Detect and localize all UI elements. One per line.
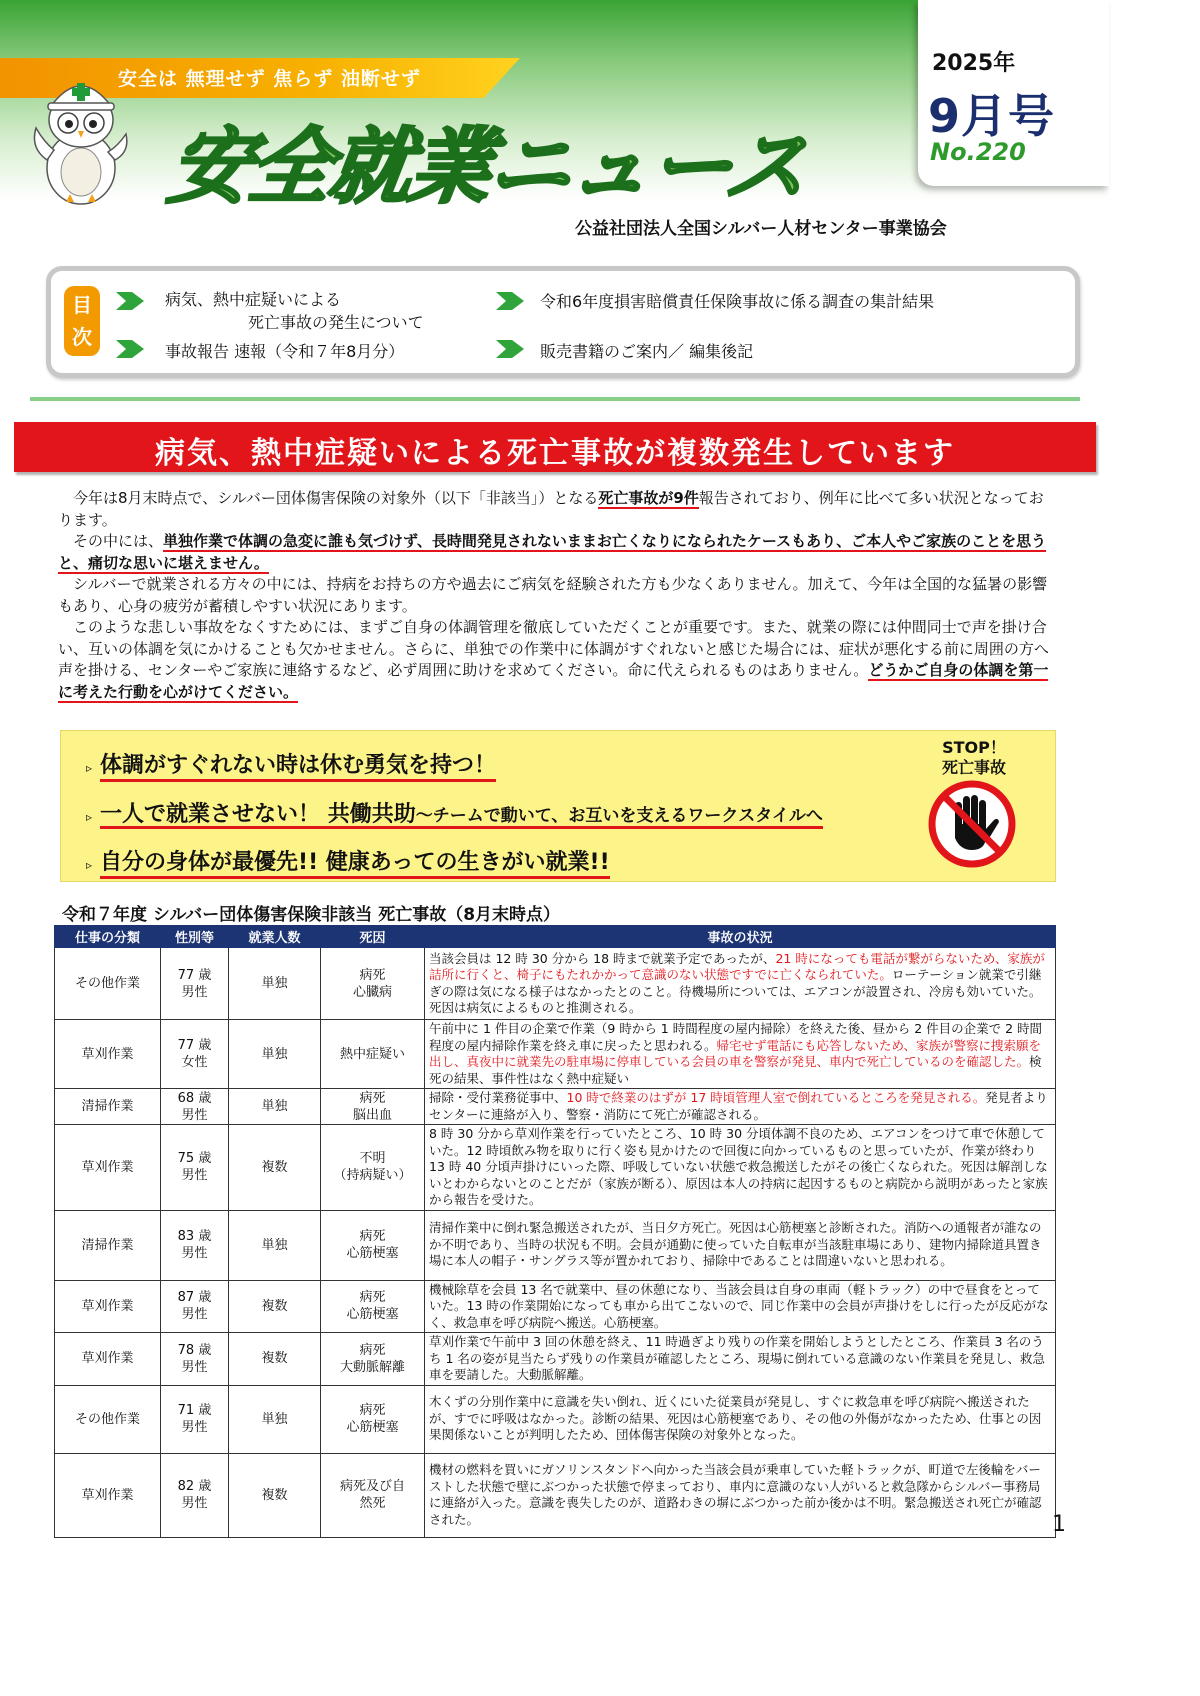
toc-item-1-line1[interactable]: 病気、熱中症疑いによる xyxy=(165,290,342,309)
green-arrow-icon xyxy=(116,292,144,310)
cell-workers: 単独 xyxy=(229,1210,321,1280)
col-header-sex-age: 性別等 xyxy=(161,926,229,948)
table-row xyxy=(55,1333,1056,1386)
cell-workers: 単独 xyxy=(229,1020,321,1089)
table-row xyxy=(55,1385,1056,1453)
cell-situation: 午前中に 1 件目の企業で作業（9 時から 1 時間程度の屋内掃除）を終えた後、昼から 2 件目の企業で 2 時間程度の屋内掃除作業を終え車に戻ったと思われる。帰宅せず電話にも応答しないため、家族が警察に捜索願を出し、真夜中に就業先の駐車場に停車している会員の車を警察が発見、車内で死亡しているのを確認した。検死の結果、事件性はなく熱中症疑い xyxy=(425,1020,1056,1089)
cell-situation: 機材の燃料を買いにガソリンスタンドへ向かった当該会員が乗車していた軽トラックが、町道で左後輪をバーストした状態で壁にぶつかった状態で停まっており、車内に意識のない人がいると救急隊からシルバー事務局に連絡が入った。意識を喪失したのが、道路わきの塀にぶつかった前か後かは不明。緊急搬送され死亡が確認された。 xyxy=(425,1453,1056,1537)
cell-category: その他作業 xyxy=(55,948,161,1020)
table-body xyxy=(55,948,1056,1538)
cell-age-sex: 71 歳 男性 xyxy=(161,1385,229,1453)
fatal-accident-table xyxy=(54,925,1056,1538)
table-header-row xyxy=(55,926,1056,948)
stop-hand-icon xyxy=(928,780,1016,868)
callout-item-2: ▹ 一人で就業させない！ 共働共助～チームで動いて、お互いを支えるワークスタイルへ xyxy=(86,802,823,827)
page-number: 1 xyxy=(1052,1512,1066,1537)
triangle-bullet-icon: ▹ xyxy=(86,760,93,775)
cell-cause: 病死及び自 然死 xyxy=(321,1453,425,1537)
cell-situation: 8 時 30 分から草刈作業を行っていたところ、10 時 30 分頃体調不良のため、エアコンをつけて車で休憩していた。12 時頃飲み物を取りに行く姿も見かけたので回復に向かっているものと思っていたが、作業が終わり 13 時 40 分頃声掛けにいった際、呼吸していない状態で救急搬送したがその後亡くなられた。死因は解剖しないとわからないとのことだが（家族が断る）、原因は本人の持病に起因するものと病院から説明があったと家族から報告を受けた。 xyxy=(425,1125,1056,1211)
green-arrow-icon xyxy=(116,340,144,358)
cell-cause: 不明 （持病疑い） xyxy=(321,1125,425,1211)
cell-workers: 複数 xyxy=(229,1280,321,1333)
table-row xyxy=(55,1210,1056,1280)
col-header-workers: 就業人数 xyxy=(229,926,321,948)
cell-age-sex: 68 歳 男性 xyxy=(161,1089,229,1125)
table-title: 令和７年度 シルバー団体傷害保険非該当 死亡事故（8月末時点） xyxy=(62,905,561,925)
toc-label: 目次 xyxy=(64,286,100,356)
highlight-health-first: どうかご自身の体調を第一に考えた行動を心がけてください。 xyxy=(58,661,1049,701)
cell-workers: 複数 xyxy=(229,1333,321,1386)
triangle-bullet-icon: ▹ xyxy=(86,809,93,824)
paragraph-4: このような悲しい事故をなくすためには、まずご自身の体調管理を徹底していただくことが重要です。また、就業の際には仲間同士で声を掛け合い、互いの体調を気にかけることも欠かせません。さらに、単独での作業中に体調がすぐれないと感じた場合には、症状が悪化する前に周囲の方へ声を掛ける、センターやご家族に連絡するなど、必ず周囲に助けを求めてください。命に代えられるものはありません。どうかご自身の体調を第一に考えた行動を心がけてください。 xyxy=(58,618,1049,701)
cell-workers: 単独 xyxy=(229,948,321,1020)
cell-workers: 複数 xyxy=(229,1125,321,1211)
cell-age-sex: 75 歳 男性 xyxy=(161,1125,229,1211)
toc-item-2[interactable]: 令和6年度損害賠償責任保険事故に係る調査の集計結果 xyxy=(540,292,935,311)
cell-cause: 病死 心筋梗塞 xyxy=(321,1385,425,1453)
table-row xyxy=(55,1453,1056,1537)
table-row xyxy=(55,1280,1056,1333)
headline: 病気、熱中症疑いによる死亡事故が複数発生しています xyxy=(155,436,955,471)
table-row xyxy=(55,1125,1056,1211)
paragraph-3: シルバーで就業される方々の中には、持病をお持ちの方や過去にご病気を経験された方も少なくありません。加えて、今年は全国的な猛暑の影響もあり、心身の疲労が蓄積しやすい状況にあります。 xyxy=(58,575,1048,615)
cell-cause: 病死 心筋梗塞 xyxy=(321,1210,425,1280)
cell-category: 草刈作業 xyxy=(55,1453,161,1537)
cell-cause: 病死 心筋梗塞 xyxy=(321,1280,425,1333)
table-row xyxy=(55,1089,1056,1125)
cell-age-sex: 78 歳 男性 xyxy=(161,1333,229,1386)
owl-mascot-icon xyxy=(26,68,136,208)
newsletter-title: 安全就業ニュース xyxy=(163,120,813,215)
cell-situation: 清掃作業中に倒れ緊急搬送されたが、当日夕方死亡。死因は心筋梗塞と診断された。消防への通報者が誰なのか不明であり、当時の状況も不明。会員が通勤に使っていた自転車が当該駐車場にあり、建物内掃除道具置き場に本人の帽子・サングラス等が置かれており、掃除中であることは間違いないと思われる。 xyxy=(425,1210,1056,1280)
cell-age-sex: 87 歳 男性 xyxy=(161,1280,229,1333)
toc-item-1-line2[interactable]: 死亡事故の発生について xyxy=(248,313,424,332)
col-header-situation: 事故の状況 xyxy=(425,926,1056,948)
issue-number: No.220 xyxy=(930,138,1026,166)
issue-year: 2025年 xyxy=(932,51,1016,76)
cell-cause: 病死 心臓病 xyxy=(321,948,425,1020)
col-header-cause: 死因 xyxy=(321,926,425,948)
callout-item-3: ▹ 自分の身体が最優先!! 健康あっての生きがい就業!! xyxy=(86,845,610,876)
green-arrow-icon xyxy=(496,292,524,310)
stop-label: STOP！ 死亡事故 xyxy=(941,738,1006,777)
cell-situation: 掃除・受付業務従事中、10 時で終業のはずが 17 時頃管理人室で倒れているところを発見される。発見者よりセンターに連絡が入り、警察・消防にて死亡が確認される。 xyxy=(425,1089,1056,1125)
section-divider xyxy=(30,397,1080,401)
highlight-fatal-count: 死亡事故が9件 xyxy=(598,489,699,507)
cell-age-sex: 77 歳 男性 xyxy=(161,948,229,1020)
cell-category: 清掃作業 xyxy=(55,1089,161,1125)
cell-category: 草刈作業 xyxy=(55,1020,161,1089)
highlight-solo-work: 単独作業で体調の急変に誰も気づけず、長時間発見されないままお亡くなりになられたケースもあり、ご本人やご家族のことを思うと、痛切な思いに堪えません。 xyxy=(58,532,1047,572)
cell-category: 草刈作業 xyxy=(55,1125,161,1211)
toc-item-4[interactable]: 販売書籍のご案内／ 編集後記 xyxy=(540,342,754,361)
cell-situation: 当該会員は 12 時 30 分から 18 時まで就業予定であったが、21 時になっても電話が繋がらないため、家族が詰所に行くと、椅子にもたれかかって意識のない状態ですでに亡くなられていた。ローテーション就業で引継ぎの際は気になる様子はなかったとのこと。待機場所については、エアコンが設置され、冷房も効いていた。死因は病気によるものと推測される。 xyxy=(425,948,1056,1020)
cell-category: 草刈作業 xyxy=(55,1280,161,1333)
article-body xyxy=(58,488,1058,703)
triangle-bullet-icon: ▹ xyxy=(86,857,93,872)
cell-category: その他作業 xyxy=(55,1385,161,1453)
table-row xyxy=(55,1020,1056,1089)
cell-situation: 草刈作業で午前中 3 回の休憩を終え、11 時過ぎより残りの作業を開始しようとしたところ、作業員 3 名のうち 1 名の姿が見当たらず残りの作業員が確認したところ、現場に倒れている意識のない作業員を発見し、救急車を要請した。大動脈解離。 xyxy=(425,1333,1056,1386)
table-row xyxy=(55,948,1056,1020)
cell-category: 草刈作業 xyxy=(55,1333,161,1386)
cell-age-sex: 82 歳 男性 xyxy=(161,1453,229,1537)
paragraph-2: その中には、単独作業で体調の急変に誰も気づけず、長時間発見されないままお亡くなりになられたケースもあり、ご本人やご家族のことを思うと、痛切な思いに堪えません。 xyxy=(58,532,1047,572)
col-header-category: 仕事の分類 xyxy=(55,926,161,948)
cell-cause: 病死 大動脈解離 xyxy=(321,1333,425,1386)
cell-situation: 機械除草を会員 13 名で就業中、昼の休憩になり、当該会員は自身の車両（軽トラック）の中で昼食をとっていた。13 時の作業開始になっても車から出てこないので、同じ作業中の会員が声掛けをしに行ったが反応がなく、救急車を呼び病院へ搬送。心筋梗塞。 xyxy=(425,1280,1056,1333)
publisher-name: 公益社団法人全国シルバー人材センター事業協会 xyxy=(575,219,947,239)
green-arrow-icon xyxy=(496,340,524,358)
cell-workers: 単独 xyxy=(229,1089,321,1125)
cell-cause: 熱中症疑い xyxy=(321,1020,425,1089)
cell-cause: 病死 脳出血 xyxy=(321,1089,425,1125)
slogan-text: 安全は 無理せず 焦らず 油断せず xyxy=(118,68,421,90)
cell-workers: 単独 xyxy=(229,1385,321,1453)
issue-month: 9月号 xyxy=(928,89,1056,143)
paragraph-1: 今年は8月末時点で、シルバー団体傷害保険の対象外（以下「非該当」）となる死亡事故が9件報告されており、例年に比べて多い状況となっております。 xyxy=(58,489,1044,529)
cell-age-sex: 77 歳 女性 xyxy=(161,1020,229,1089)
callout-item-1: ▹ 体調がすぐれない時は休む勇気を持つ！ xyxy=(86,748,496,779)
cell-category: 清掃作業 xyxy=(55,1210,161,1280)
toc-item-3[interactable]: 事故報告 速報（令和７年8月分） xyxy=(165,342,405,361)
cell-age-sex: 83 歳 男性 xyxy=(161,1210,229,1280)
cell-workers: 複数 xyxy=(229,1453,321,1537)
cell-situation: 木くずの分別作業中に意識を失い倒れ、近くにいた従業員が発見し、すぐに救急車を呼び病院へ搬送されたが、すでに呼吸はなかった。診断の結果、死因は心筋梗塞であり、その他の外傷がなかったため、仕事との因果関係ないことが判明したため、団体傷害保険の対象外となった。 xyxy=(425,1385,1056,1453)
